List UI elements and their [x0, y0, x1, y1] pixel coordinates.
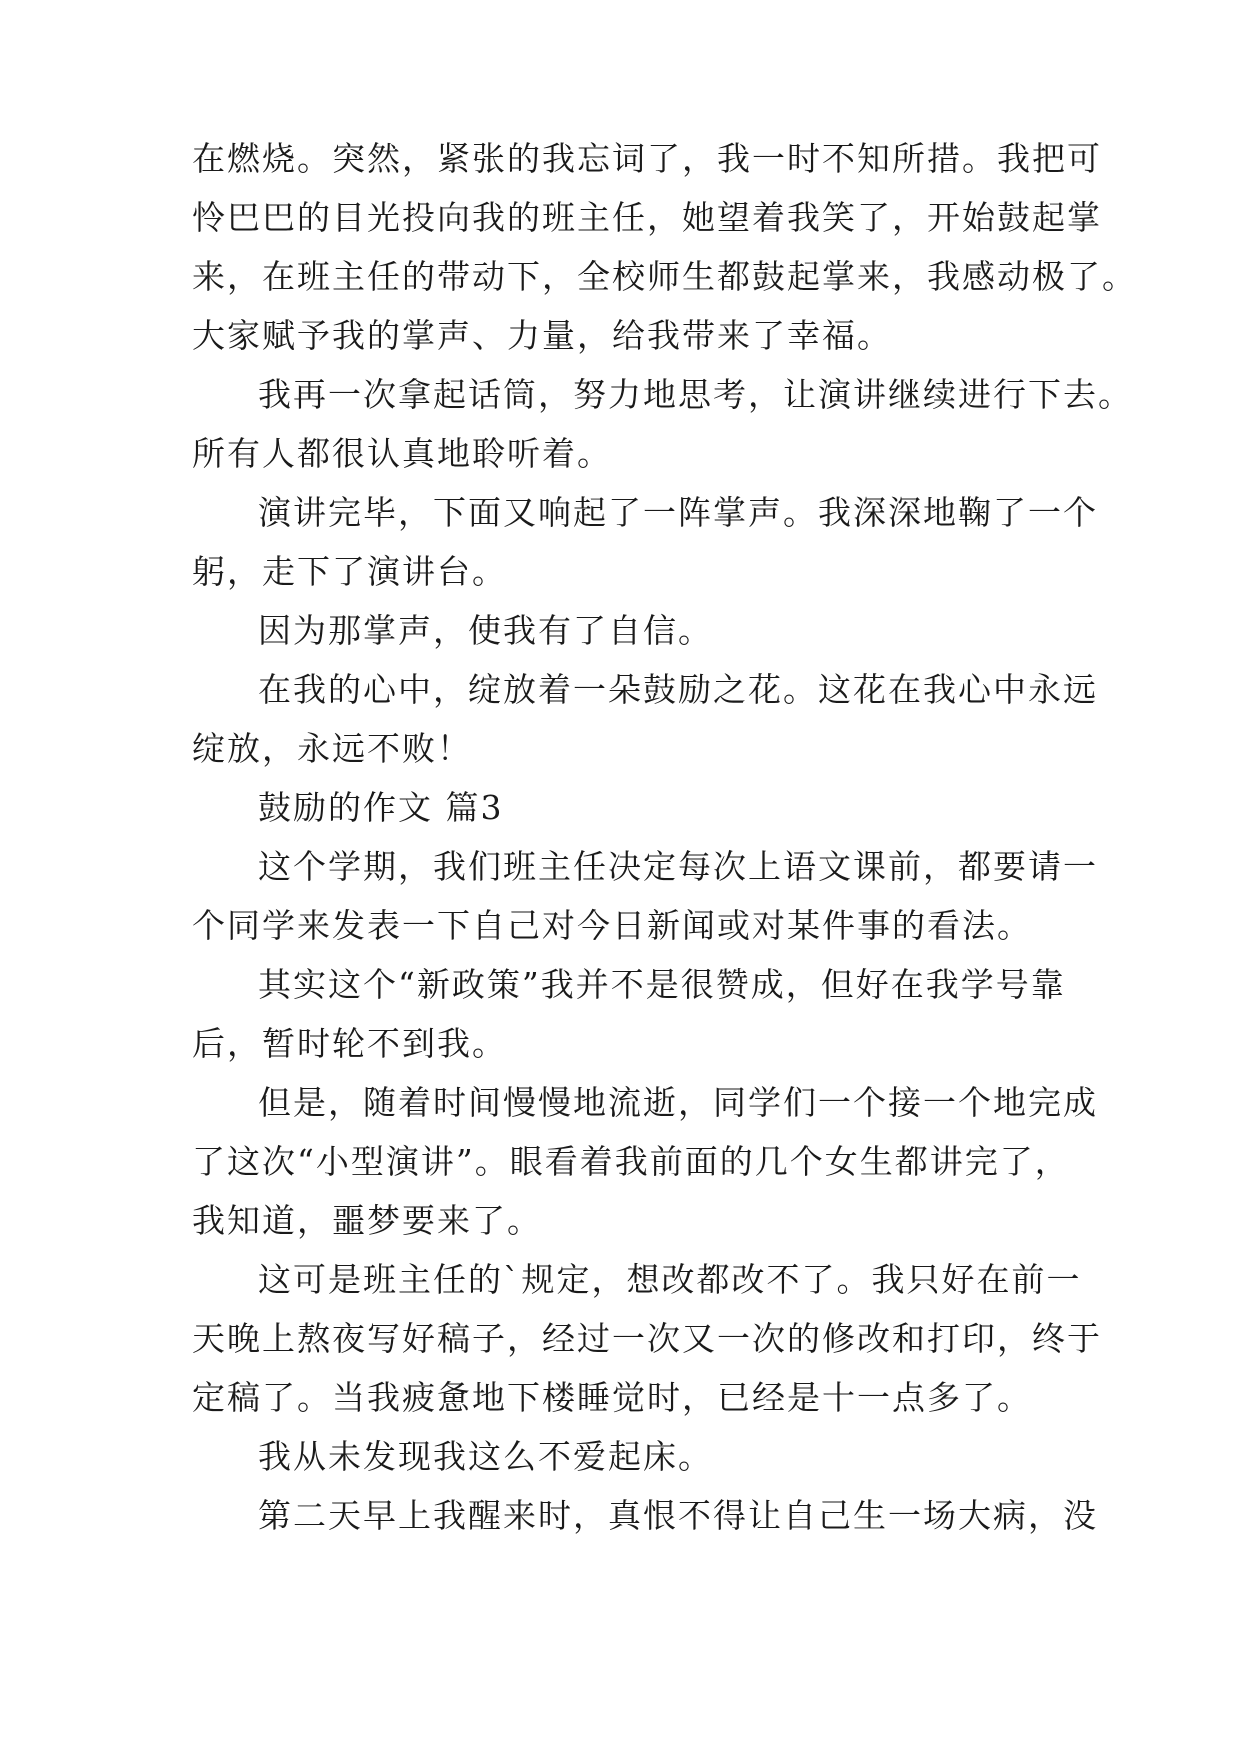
text-line: 我知道，噩梦要来了。 — [192, 1201, 542, 1240]
text-line: 怜巴巴的目光投向我的班主任，她望着我笑了，开始鼓起掌 — [192, 198, 1102, 237]
text-line: 鼓励的作文 篇3 — [258, 788, 504, 827]
text-line: 后，暂时轮不到我。 — [192, 1024, 507, 1063]
text-line: 大家赋予我的掌声、力量，给我带来了幸福。 — [192, 316, 892, 355]
text-line: 我从未发现我这么不爱起床。 — [258, 1437, 713, 1476]
text-line: 绽放，永远不败！ — [192, 729, 472, 768]
text-line: 来，在班主任的带动下，全校师生都鼓起掌来，我感动极了。 — [192, 257, 1137, 296]
text-line: 定稿了。当我疲惫地下楼睡觉时，已经是十一点多了。 — [192, 1378, 1032, 1417]
text-line: 演讲完毕，下面又响起了一阵掌声。我深深地鞠了一个 — [258, 493, 1098, 532]
document-page — [192, 129, 1137, 1545]
text-line: 躬，走下了演讲台。 — [192, 552, 507, 591]
text-line: 我再一次拿起话筒，努力地思考，让演讲继续进行下去。 — [258, 375, 1133, 414]
text-line: 这可是班主任的`规定，想改都改不了。我只好在前一 — [258, 1260, 1082, 1299]
text-line: 天晚上熬夜写好稿子，经过一次又一次的修改和打印，终于 — [192, 1319, 1102, 1358]
text-line: 第二天早上我醒来时，真恨不得让自己生一场大病，没 — [258, 1496, 1098, 1535]
text-line: 个同学来发表一下自己对今日新闻或对某件事的看法。 — [192, 906, 1032, 945]
text-line: 但是，随着时间慢慢地流逝，同学们一个接一个地完成 — [258, 1083, 1098, 1122]
text-line: 在燃烧。突然，紧张的我忘词了，我一时不知所措。我把可 — [192, 139, 1102, 178]
text-line: 其实这个“新政策”我并不是很赞成，但好在我学号靠 — [258, 965, 1066, 1004]
text-line: 因为那掌声，使我有了自信。 — [258, 611, 713, 650]
text-line: 这个学期，我们班主任决定每次上语文课前，都要请一 — [258, 847, 1098, 886]
document-body — [192, 129, 1137, 1545]
text-line: 了这次“小型演讲”。眼看着我前面的几个女生都讲完了， — [192, 1142, 1070, 1181]
text-line: 在我的心中，绽放着一朵鼓励之花。这花在我心中永远 — [258, 670, 1098, 709]
text-line: 所有人都很认真地聆听着。 — [192, 434, 612, 473]
